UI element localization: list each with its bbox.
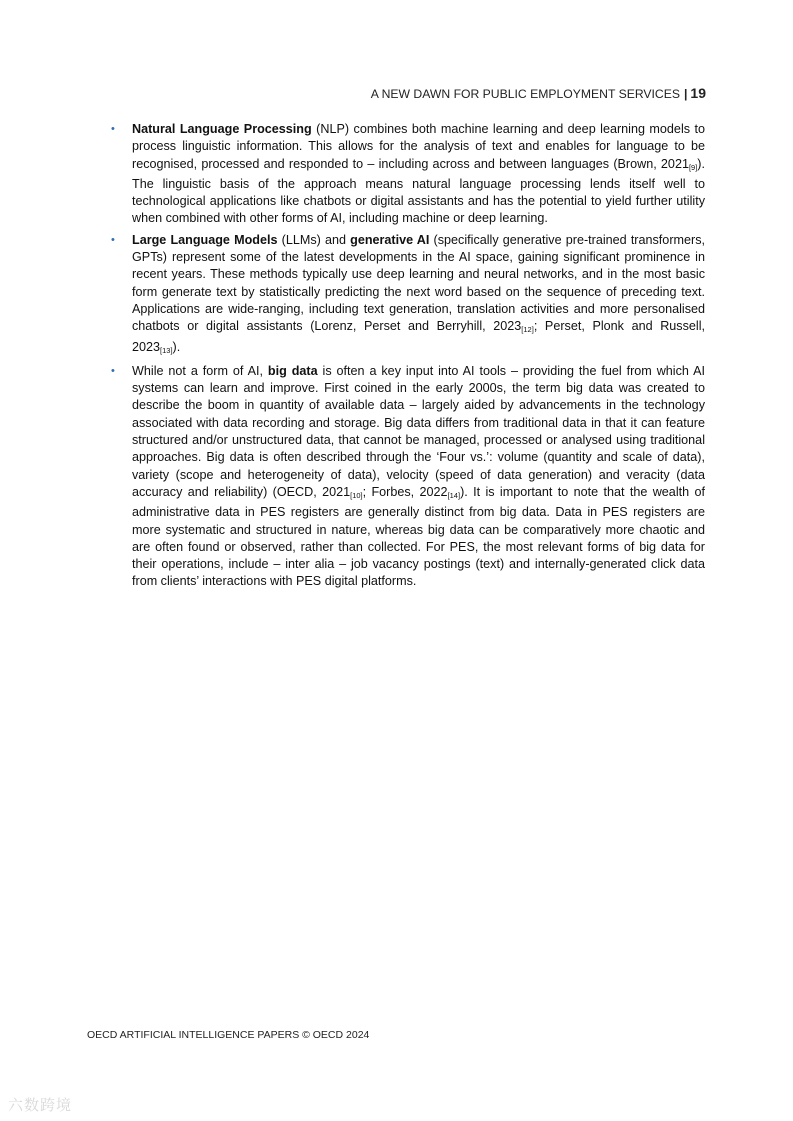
watermark-text: 六数跨境	[8, 1096, 73, 1114]
bullet-text: ). It is important to note that the wealth of administrative data in PES registers are generally distinct from big data. Data in PES registers are more systematic and structured in nature, whereas big data can be comparatively more chaotic and are often found or observed, rather than collected. For PES, the most relevant forms of big data for their operations, include – inter alia – job vacancy postings (text) and internally-generated click data from clients’ interactions with PES digital platforms.	[132, 484, 705, 589]
bullet-text: (LLMs) and	[277, 232, 351, 247]
bold-term: big data	[267, 363, 318, 378]
citation-ref: [9]	[688, 162, 698, 172]
bullet-text: (NLP) combines both machine learning and deep learning models to process linguistic information. This allows for the analysis of text and enables for language to be recognised, processed and responded to – including across and between languages (Brown, 2021	[132, 122, 706, 171]
header-separator: |	[684, 87, 688, 101]
watermark-logo	[8, 1094, 72, 1115]
bullet-text: (specifically generative pre-trained transformers, GPTs) represent some of the latest developments in the AI space, gaining significant prominence in recent years. These methods typically use deep learning and neural networks, and in the most basic form generate text by statistically predicting the next word based on the sequence of preceding text. Applications are wide-ranging, including text generation, translation activities and more personalised chatbots or digital assistants (Lorenz, Perset and Berryhill, 2023	[132, 232, 705, 334]
bullet-text: ). The linguistic basis of the approach means natural language processing lends itself well to technological applications like chatbots or digital assistants and has the potential to yield further utility when combined with other forms of AI, including machine or deep learning.	[132, 156, 705, 226]
bullet-dot-icon: •	[111, 364, 115, 377]
bullet-item	[111, 363, 705, 591]
bullet-item	[111, 232, 705, 359]
bullet-text: is often a key input into AI tools – providing the fuel from which AI systems can learn and improve. First coined in the early 2000s, the term big data was created to describe the boom in quantity of available data – largely aided by advancements in the technology associated with data recording and storage. Big data differs from traditional data in that it can feature structured and/or unstructured data, that cannot be managed, processed or analysed using traditional approaches. Big data is often described through the ‘Four vs.’: volume (quantity and scale of data), variety (scope and heterogeneity of data), velocity (speed of data generation) and veracity (data accuracy and reliability) (OECD, 2021	[132, 363, 706, 499]
page-footer: OECD ARTIFICIAL INTELLIGENCE PAPERS © OECD 2024	[87, 1029, 370, 1041]
page-number: 19	[690, 85, 706, 101]
bold-term: generative AI	[350, 232, 430, 247]
bullet-text: ; Perset, Plonk and Russell, 2023	[132, 319, 705, 354]
citation-ref: [13]	[160, 345, 173, 355]
bullet-dot-icon: •	[111, 233, 115, 246]
running-title: A NEW DAWN FOR PUBLIC EMPLOYMENT SERVICES	[370, 87, 680, 101]
citation-ref: [12]	[521, 325, 534, 335]
bold-term: Large Language Models	[132, 232, 278, 247]
citation-ref: [10]	[350, 490, 363, 500]
bullet-text: While not a form of AI,	[132, 363, 268, 378]
bold-term: Natural Language Processing	[132, 122, 312, 136]
bullet-dot-icon: •	[111, 123, 115, 135]
bullet-item	[111, 121, 705, 228]
citation-ref: [14]	[447, 490, 461, 500]
bullet-text: ; Forbes, 2022	[362, 484, 448, 499]
bullet-text: ).	[172, 339, 181, 354]
running-header	[371, 85, 706, 101]
bullet-list	[111, 121, 705, 595]
